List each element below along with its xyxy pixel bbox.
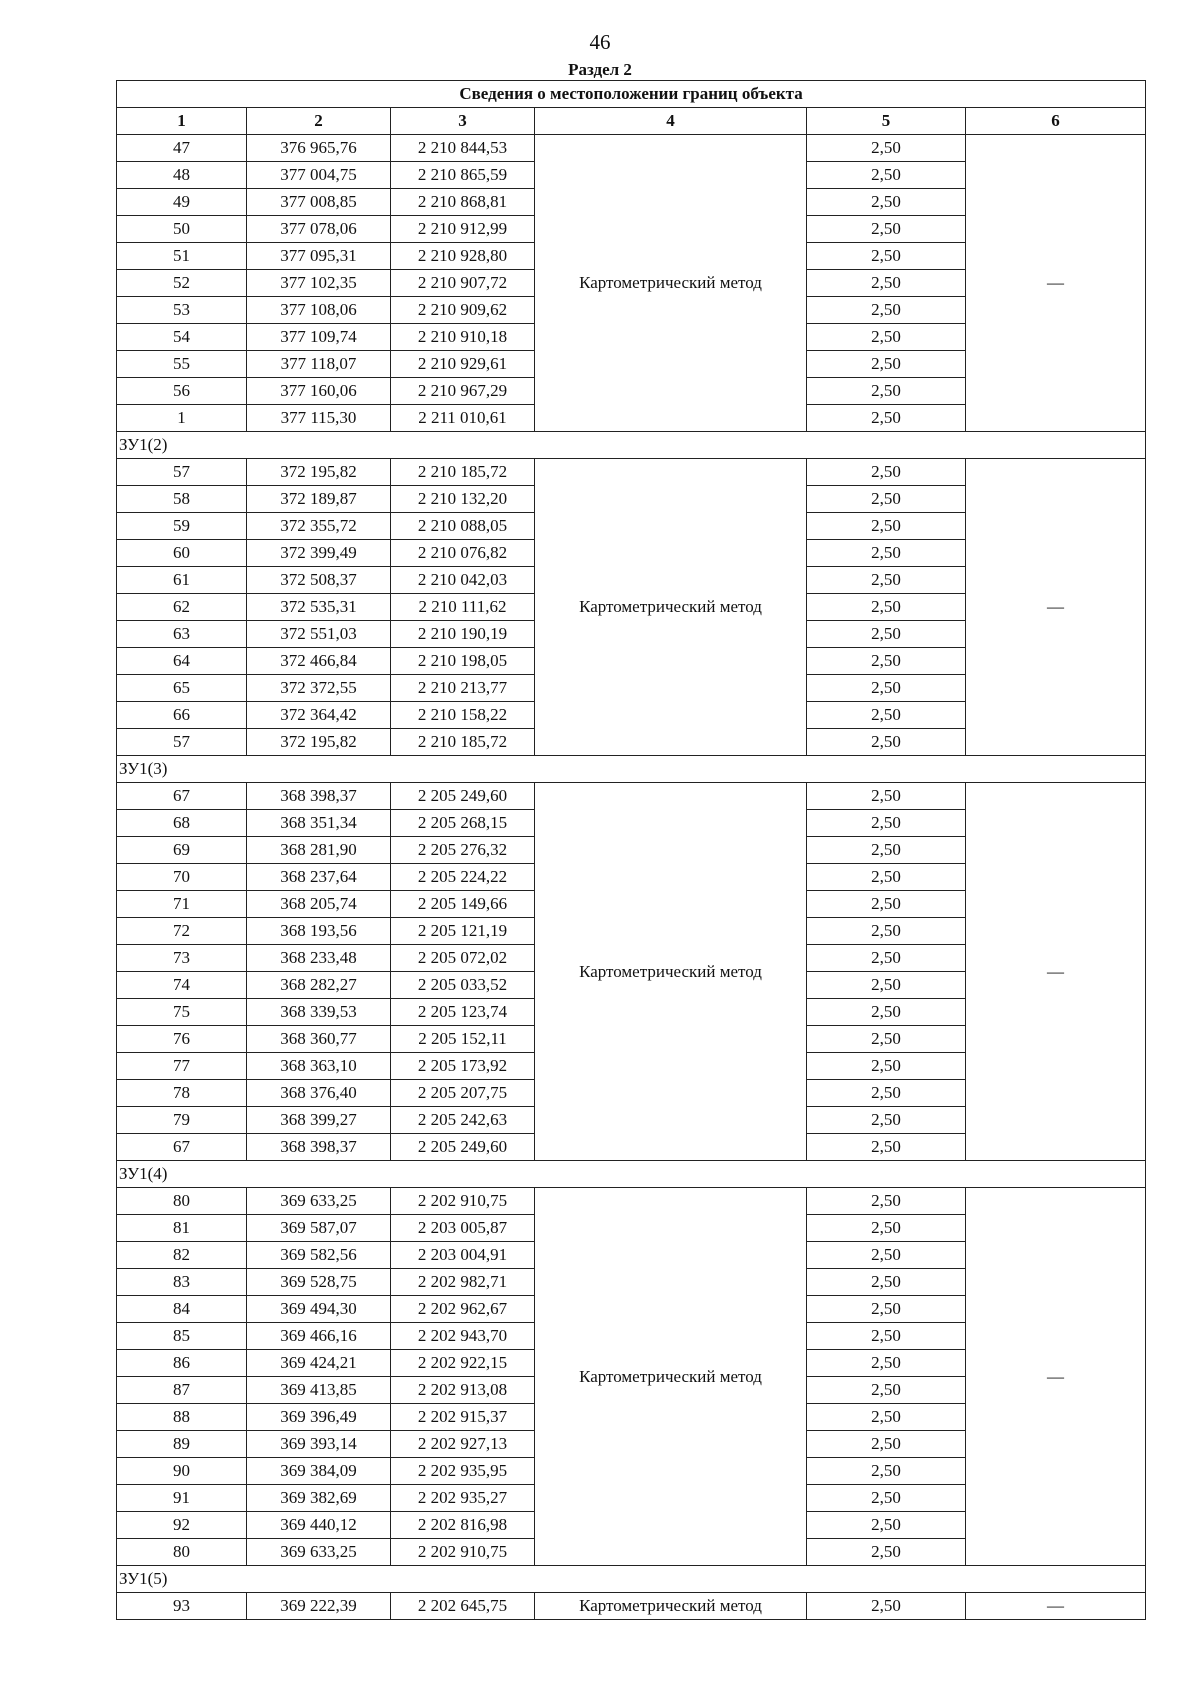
point-number-cell: 91: [117, 1485, 247, 1512]
y-coordinate-cell: 2 210 907,72: [391, 270, 535, 297]
y-coordinate-cell: 2 210 042,03: [391, 567, 535, 594]
point-number-cell: 53: [117, 297, 247, 324]
point-number-cell: 79: [117, 1107, 247, 1134]
point-number-cell: 82: [117, 1242, 247, 1269]
table-row: [117, 783, 1146, 810]
y-coordinate-cell: 2 211 010,61: [391, 405, 535, 432]
group-label: ЗУ1(4): [117, 1161, 1146, 1188]
point-number-cell: 63: [117, 621, 247, 648]
x-coordinate-cell: 369 440,12: [247, 1512, 391, 1539]
y-coordinate-cell: 2 205 276,32: [391, 837, 535, 864]
y-coordinate-cell: 2 205 249,60: [391, 1134, 535, 1161]
x-coordinate-cell: 369 396,49: [247, 1404, 391, 1431]
x-coordinate-cell: 369 222,39: [247, 1593, 391, 1620]
x-coordinate-cell: 377 078,06: [247, 216, 391, 243]
y-coordinate-cell: 2 202 935,95: [391, 1458, 535, 1485]
x-coordinate-cell: 368 205,74: [247, 891, 391, 918]
point-number-cell: 49: [117, 189, 247, 216]
column-header: 5: [807, 108, 966, 135]
x-coordinate-cell: 369 494,30: [247, 1296, 391, 1323]
x-coordinate-cell: 368 281,90: [247, 837, 391, 864]
accuracy-cell: 2,50: [807, 918, 966, 945]
accuracy-cell: 2,50: [807, 243, 966, 270]
y-coordinate-cell: 2 210 928,80: [391, 243, 535, 270]
x-coordinate-cell: 372 535,31: [247, 594, 391, 621]
accuracy-cell: 2,50: [807, 216, 966, 243]
point-number-cell: 73: [117, 945, 247, 972]
point-number-cell: 60: [117, 540, 247, 567]
x-coordinate-cell: 372 399,49: [247, 540, 391, 567]
accuracy-cell: 2,50: [807, 837, 966, 864]
y-coordinate-cell: 2 210 190,19: [391, 621, 535, 648]
accuracy-cell: 2,50: [807, 1539, 966, 1566]
column-6-cell: —: [966, 1593, 1146, 1620]
x-coordinate-cell: 377 108,06: [247, 297, 391, 324]
accuracy-cell: 2,50: [807, 351, 966, 378]
y-coordinate-cell: 2 202 982,71: [391, 1269, 535, 1296]
x-coordinate-cell: 368 233,48: [247, 945, 391, 972]
accuracy-cell: 2,50: [807, 1377, 966, 1404]
group-label-row: [117, 432, 1146, 459]
x-coordinate-cell: 377 118,07: [247, 351, 391, 378]
accuracy-cell: 2,50: [807, 810, 966, 837]
point-number-cell: 65: [117, 675, 247, 702]
x-coordinate-cell: 369 587,07: [247, 1215, 391, 1242]
point-number-cell: 84: [117, 1296, 247, 1323]
y-coordinate-cell: 2 210 868,81: [391, 189, 535, 216]
y-coordinate-cell: 2 202 927,13: [391, 1431, 535, 1458]
accuracy-cell: 2,50: [807, 621, 966, 648]
x-coordinate-cell: 368 339,53: [247, 999, 391, 1026]
accuracy-cell: 2,50: [807, 891, 966, 918]
accuracy-cell: 2,50: [807, 1026, 966, 1053]
y-coordinate-cell: 2 205 224,22: [391, 864, 535, 891]
accuracy-cell: 2,50: [807, 1404, 966, 1431]
y-coordinate-cell: 2 210 929,61: [391, 351, 535, 378]
group-label-row: [117, 756, 1146, 783]
point-number-cell: 92: [117, 1512, 247, 1539]
y-coordinate-cell: 2 210 865,59: [391, 162, 535, 189]
y-coordinate-cell: 2 210 213,77: [391, 675, 535, 702]
point-number-cell: 86: [117, 1350, 247, 1377]
x-coordinate-cell: 369 633,25: [247, 1539, 391, 1566]
y-coordinate-cell: 2 202 645,75: [391, 1593, 535, 1620]
accuracy-cell: 2,50: [807, 513, 966, 540]
accuracy-cell: 2,50: [807, 702, 966, 729]
y-coordinate-cell: 2 202 962,67: [391, 1296, 535, 1323]
accuracy-cell: 2,50: [807, 675, 966, 702]
x-coordinate-cell: 369 413,85: [247, 1377, 391, 1404]
column-6-cell: —: [966, 135, 1146, 432]
x-coordinate-cell: 377 102,35: [247, 270, 391, 297]
y-coordinate-cell: 2 210 158,22: [391, 702, 535, 729]
point-number-cell: 76: [117, 1026, 247, 1053]
table-body: [117, 135, 1146, 1620]
x-coordinate-cell: 368 360,77: [247, 1026, 391, 1053]
point-number-cell: 90: [117, 1458, 247, 1485]
accuracy-cell: 2,50: [807, 1323, 966, 1350]
group-label: ЗУ1(2): [117, 432, 1146, 459]
x-coordinate-cell: 377 115,30: [247, 405, 391, 432]
accuracy-cell: 2,50: [807, 729, 966, 756]
page-number: 46: [589, 30, 611, 54]
y-coordinate-cell: 2 210 967,29: [391, 378, 535, 405]
accuracy-cell: 2,50: [807, 972, 966, 999]
y-coordinate-cell: 2 205 249,60: [391, 783, 535, 810]
y-coordinate-cell: 2 210 132,20: [391, 486, 535, 513]
accuracy-cell: 2,50: [807, 1215, 966, 1242]
x-coordinate-cell: 376 965,76: [247, 135, 391, 162]
column-header: 6: [966, 108, 1146, 135]
boundary-coordinates-table: [116, 80, 1146, 1620]
point-number-cell: 72: [117, 918, 247, 945]
x-coordinate-cell: 369 582,56: [247, 1242, 391, 1269]
y-coordinate-cell: 2 202 935,27: [391, 1485, 535, 1512]
accuracy-cell: 2,50: [807, 378, 966, 405]
y-coordinate-cell: 2 210 912,99: [391, 216, 535, 243]
column-6-cell: —: [966, 459, 1146, 756]
point-number-cell: 83: [117, 1269, 247, 1296]
group-label-row: [117, 1566, 1146, 1593]
method-cell: Картометрический метод: [535, 135, 807, 432]
x-coordinate-cell: 369 466,16: [247, 1323, 391, 1350]
y-coordinate-cell: 2 202 816,98: [391, 1512, 535, 1539]
accuracy-cell: 2,50: [807, 1485, 966, 1512]
point-number-cell: 81: [117, 1215, 247, 1242]
point-number-cell: 51: [117, 243, 247, 270]
column-header: 3: [391, 108, 535, 135]
point-number-cell: 57: [117, 729, 247, 756]
x-coordinate-cell: 368 193,56: [247, 918, 391, 945]
point-number-cell: 47: [117, 135, 247, 162]
table-row: [117, 459, 1146, 486]
x-coordinate-cell: 369 384,09: [247, 1458, 391, 1485]
x-coordinate-cell: 368 363,10: [247, 1053, 391, 1080]
accuracy-cell: 2,50: [807, 1296, 966, 1323]
point-number-cell: 69: [117, 837, 247, 864]
column-number-row: [117, 108, 1146, 135]
group-label: ЗУ1(3): [117, 756, 1146, 783]
accuracy-cell: 2,50: [807, 540, 966, 567]
y-coordinate-cell: 2 205 121,19: [391, 918, 535, 945]
column-6-cell: —: [966, 1188, 1146, 1566]
x-coordinate-cell: 377 160,06: [247, 378, 391, 405]
y-coordinate-cell: 2 205 268,15: [391, 810, 535, 837]
accuracy-cell: 2,50: [807, 999, 966, 1026]
x-coordinate-cell: 368 237,64: [247, 864, 391, 891]
method-cell: Картометрический метод: [535, 459, 807, 756]
accuracy-cell: 2,50: [807, 297, 966, 324]
x-coordinate-cell: 369 528,75: [247, 1269, 391, 1296]
x-coordinate-cell: 377 008,85: [247, 189, 391, 216]
y-coordinate-cell: 2 203 004,91: [391, 1242, 535, 1269]
y-coordinate-cell: 2 210 076,82: [391, 540, 535, 567]
y-coordinate-cell: 2 202 922,15: [391, 1350, 535, 1377]
column-header: 2: [247, 108, 391, 135]
point-number-cell: 89: [117, 1431, 247, 1458]
accuracy-cell: 2,50: [807, 1269, 966, 1296]
x-coordinate-cell: 368 399,27: [247, 1107, 391, 1134]
point-number-cell: 93: [117, 1593, 247, 1620]
y-coordinate-cell: 2 202 915,37: [391, 1404, 535, 1431]
x-coordinate-cell: 368 398,37: [247, 783, 391, 810]
point-number-cell: 56: [117, 378, 247, 405]
accuracy-cell: 2,50: [807, 1080, 966, 1107]
method-cell: Картометрический метод: [535, 1188, 807, 1566]
y-coordinate-cell: 2 210 909,62: [391, 297, 535, 324]
point-number-cell: 54: [117, 324, 247, 351]
y-coordinate-cell: 2 210 910,18: [391, 324, 535, 351]
table-row: [117, 135, 1146, 162]
accuracy-cell: 2,50: [807, 864, 966, 891]
point-number-cell: 75: [117, 999, 247, 1026]
group-label-row: [117, 1161, 1146, 1188]
y-coordinate-cell: 2 205 149,66: [391, 891, 535, 918]
accuracy-cell: 2,50: [807, 1458, 966, 1485]
accuracy-cell: 2,50: [807, 405, 966, 432]
accuracy-cell: 2,50: [807, 1431, 966, 1458]
point-number-cell: 77: [117, 1053, 247, 1080]
point-number-cell: 1: [117, 405, 247, 432]
x-coordinate-cell: 372 355,72: [247, 513, 391, 540]
x-coordinate-cell: 368 398,37: [247, 1134, 391, 1161]
x-coordinate-cell: 372 508,37: [247, 567, 391, 594]
accuracy-cell: 2,50: [807, 324, 966, 351]
x-coordinate-cell: 372 372,55: [247, 675, 391, 702]
accuracy-cell: 2,50: [807, 945, 966, 972]
point-number-cell: 67: [117, 783, 247, 810]
accuracy-cell: 2,50: [807, 1134, 966, 1161]
x-coordinate-cell: 369 633,25: [247, 1188, 391, 1215]
y-coordinate-cell: 2 210 844,53: [391, 135, 535, 162]
section-title: Раздел 2: [568, 60, 632, 79]
x-coordinate-cell: 372 364,42: [247, 702, 391, 729]
point-number-cell: 80: [117, 1188, 247, 1215]
y-coordinate-cell: 2 202 943,70: [391, 1323, 535, 1350]
accuracy-cell: 2,50: [807, 189, 966, 216]
method-cell: Картометрический метод: [535, 783, 807, 1161]
point-number-cell: 57: [117, 459, 247, 486]
table-caption: Сведения о местоположении границ объекта: [117, 81, 1146, 108]
x-coordinate-cell: 372 189,87: [247, 486, 391, 513]
x-coordinate-cell: 372 195,82: [247, 459, 391, 486]
y-coordinate-cell: 2 202 913,08: [391, 1377, 535, 1404]
point-number-cell: 48: [117, 162, 247, 189]
column-6-cell: —: [966, 783, 1146, 1161]
accuracy-cell: 2,50: [807, 1593, 966, 1620]
point-number-cell: 64: [117, 648, 247, 675]
point-number-cell: 59: [117, 513, 247, 540]
point-number-cell: 87: [117, 1377, 247, 1404]
table-row: [117, 1593, 1146, 1620]
point-number-cell: 80: [117, 1539, 247, 1566]
point-number-cell: 50: [117, 216, 247, 243]
x-coordinate-cell: 372 195,82: [247, 729, 391, 756]
method-cell: Картометрический метод: [535, 1593, 807, 1620]
y-coordinate-cell: 2 210 185,72: [391, 459, 535, 486]
point-number-cell: 85: [117, 1323, 247, 1350]
accuracy-cell: 2,50: [807, 1188, 966, 1215]
x-coordinate-cell: 368 282,27: [247, 972, 391, 999]
accuracy-cell: 2,50: [807, 1512, 966, 1539]
x-coordinate-cell: 377 004,75: [247, 162, 391, 189]
point-number-cell: 70: [117, 864, 247, 891]
y-coordinate-cell: 2 210 111,62: [391, 594, 535, 621]
y-coordinate-cell: 2 203 005,87: [391, 1215, 535, 1242]
x-coordinate-cell: 368 351,34: [247, 810, 391, 837]
y-coordinate-cell: 2 205 173,92: [391, 1053, 535, 1080]
y-coordinate-cell: 2 202 910,75: [391, 1188, 535, 1215]
accuracy-cell: 2,50: [807, 270, 966, 297]
y-coordinate-cell: 2 210 185,72: [391, 729, 535, 756]
point-number-cell: 74: [117, 972, 247, 999]
accuracy-cell: 2,50: [807, 459, 966, 486]
point-number-cell: 55: [117, 351, 247, 378]
y-coordinate-cell: 2 205 123,74: [391, 999, 535, 1026]
accuracy-cell: 2,50: [807, 1242, 966, 1269]
point-number-cell: 78: [117, 1080, 247, 1107]
point-number-cell: 68: [117, 810, 247, 837]
x-coordinate-cell: 377 095,31: [247, 243, 391, 270]
point-number-cell: 52: [117, 270, 247, 297]
x-coordinate-cell: 369 382,69: [247, 1485, 391, 1512]
x-coordinate-cell: 368 376,40: [247, 1080, 391, 1107]
accuracy-cell: 2,50: [807, 162, 966, 189]
column-header: 1: [117, 108, 247, 135]
accuracy-cell: 2,50: [807, 594, 966, 621]
group-label: ЗУ1(5): [117, 1566, 1146, 1593]
y-coordinate-cell: 2 210 088,05: [391, 513, 535, 540]
accuracy-cell: 2,50: [807, 567, 966, 594]
point-number-cell: 67: [117, 1134, 247, 1161]
y-coordinate-cell: 2 205 072,02: [391, 945, 535, 972]
accuracy-cell: 2,50: [807, 135, 966, 162]
point-number-cell: 58: [117, 486, 247, 513]
x-coordinate-cell: 369 424,21: [247, 1350, 391, 1377]
x-coordinate-cell: 377 109,74: [247, 324, 391, 351]
point-number-cell: 61: [117, 567, 247, 594]
point-number-cell: 66: [117, 702, 247, 729]
y-coordinate-cell: 2 202 910,75: [391, 1539, 535, 1566]
accuracy-cell: 2,50: [807, 648, 966, 675]
point-number-cell: 71: [117, 891, 247, 918]
x-coordinate-cell: 372 466,84: [247, 648, 391, 675]
y-coordinate-cell: 2 210 198,05: [391, 648, 535, 675]
accuracy-cell: 2,50: [807, 1107, 966, 1134]
accuracy-cell: 2,50: [807, 486, 966, 513]
y-coordinate-cell: 2 205 207,75: [391, 1080, 535, 1107]
accuracy-cell: 2,50: [807, 1350, 966, 1377]
point-number-cell: 62: [117, 594, 247, 621]
accuracy-cell: 2,50: [807, 1053, 966, 1080]
table-caption-row: [117, 81, 1146, 108]
column-header: 4: [535, 108, 807, 135]
y-coordinate-cell: 2 205 242,63: [391, 1107, 535, 1134]
y-coordinate-cell: 2 205 033,52: [391, 972, 535, 999]
table-row: [117, 1188, 1146, 1215]
x-coordinate-cell: 372 551,03: [247, 621, 391, 648]
point-number-cell: 88: [117, 1404, 247, 1431]
y-coordinate-cell: 2 205 152,11: [391, 1026, 535, 1053]
accuracy-cell: 2,50: [807, 783, 966, 810]
x-coordinate-cell: 369 393,14: [247, 1431, 391, 1458]
